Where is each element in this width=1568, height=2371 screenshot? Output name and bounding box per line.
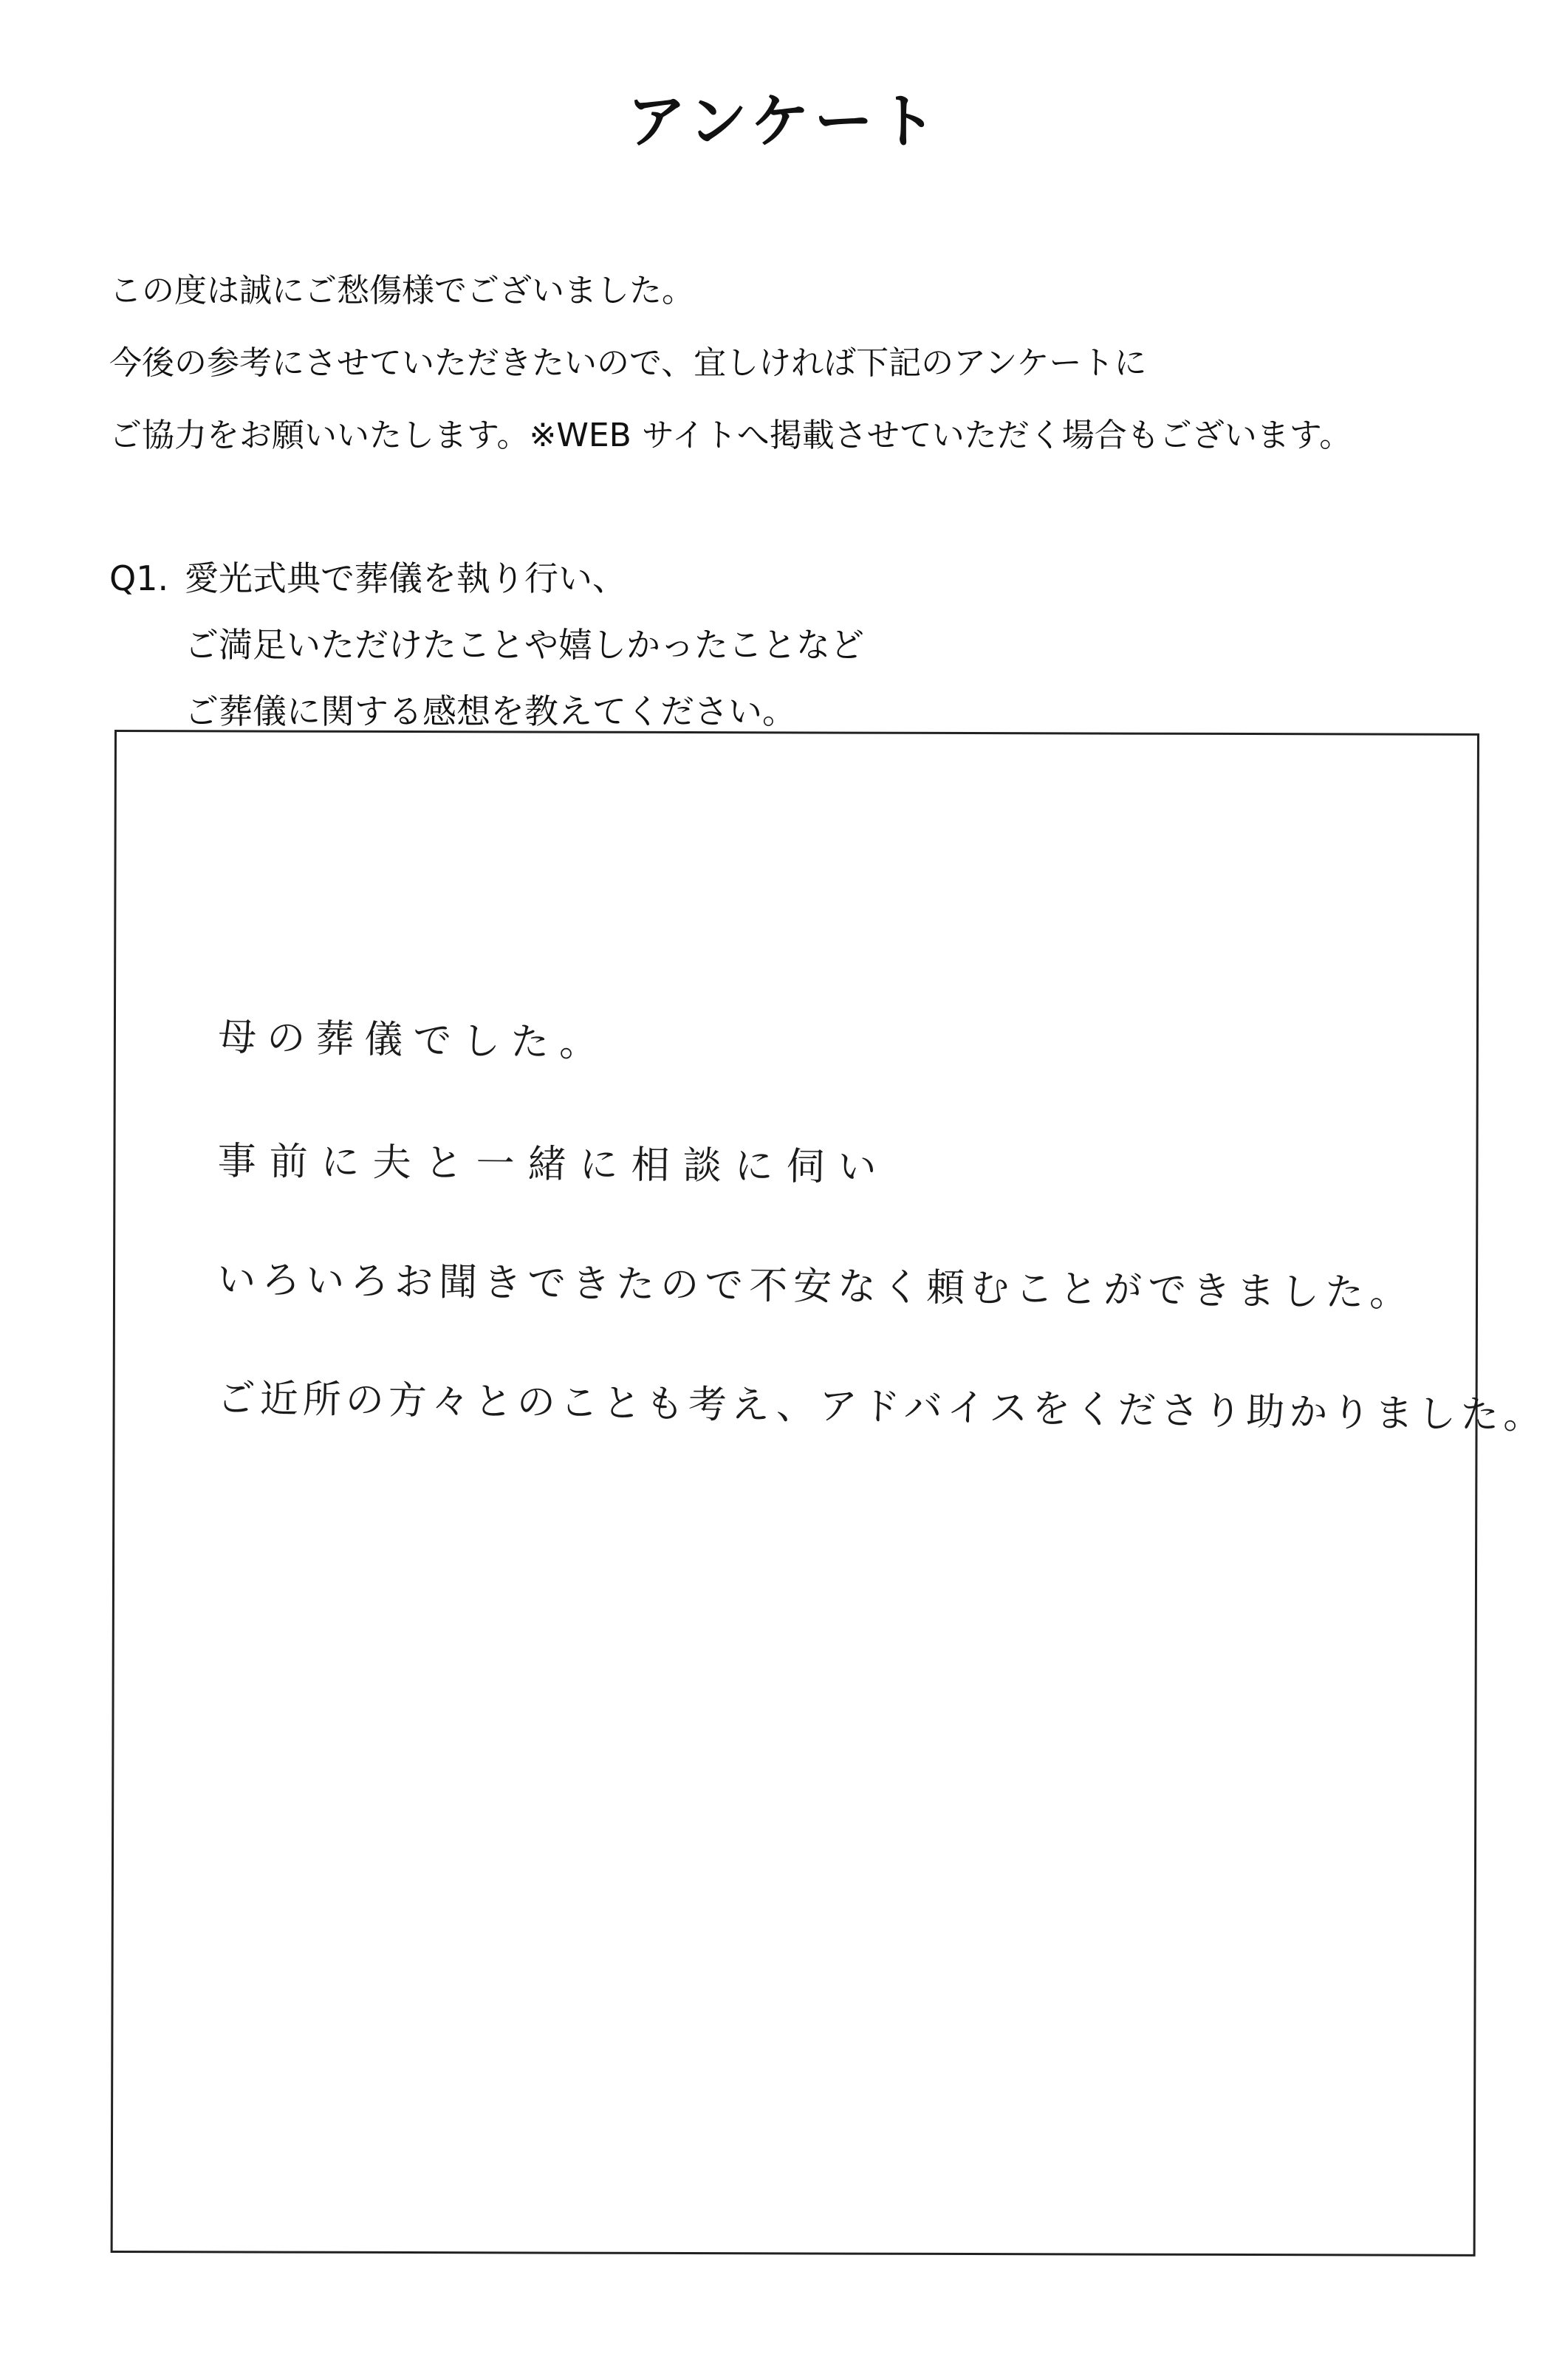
answer-line: ご近所の方々とのことも考え、アドバイスをくださり助かりました。: [216, 1376, 1547, 1438]
question-text: 愛光式典で葬儀を執り行い、: [185, 558, 626, 598]
answer-line: 事前に夫と一緒に相談に伺い: [217, 1139, 890, 1191]
question-number: Q1.: [109, 558, 169, 598]
question-line: ご満足いただけたことや嬉しかったことなど: [185, 625, 864, 665]
intro-paragraph: [109, 255, 1513, 472]
page-title: アンケート: [626, 87, 942, 156]
question-line: [109, 545, 1513, 612]
answer-box: [111, 730, 1547, 2257]
question-block: [109, 545, 1513, 745]
intro-line: この度は誠にご愁傷様でございました。: [109, 272, 694, 309]
question-line: ご葬儀に関する感想を教えてください。: [185, 691, 796, 731]
answer-line: 母の葬儀でした。: [217, 1015, 609, 1067]
answer-line: いろいろお聞きできたので不安なく頼むことができました。: [216, 1257, 1414, 1316]
handwritten-answer: [216, 1002, 1547, 1484]
intro-line: ご協力をお願いいたします。※WEB サイトへ掲載させていただく場合もございます。: [109, 417, 1352, 454]
intro-line: 今後の参考にさせていただきたいので、宜しければ下記のアンケートに: [109, 344, 1147, 382]
